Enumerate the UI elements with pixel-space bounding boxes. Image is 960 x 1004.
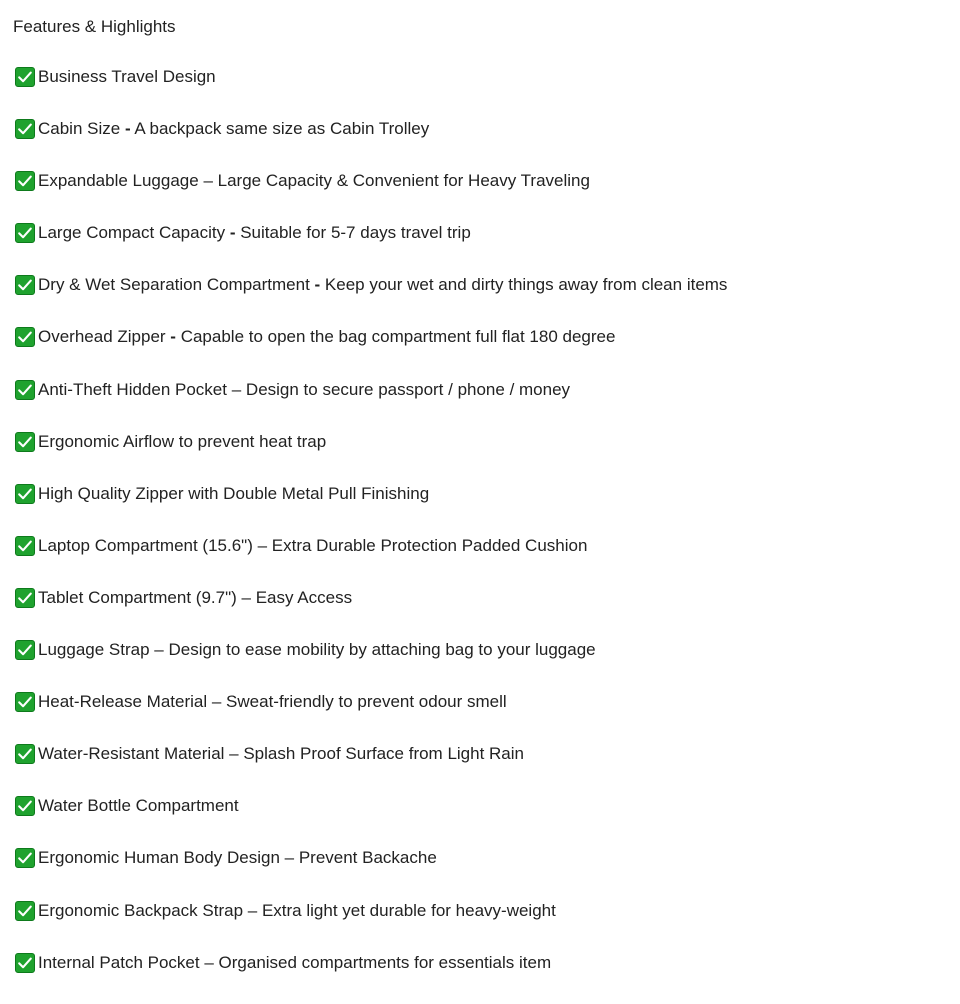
feature-item-16 — [15, 847, 727, 869]
feature-text — [38, 274, 727, 296]
feature-title: Tablet Compartment (9.7") — [38, 587, 242, 607]
feature-title: Large Compact Capacity — [38, 223, 230, 243]
feature-separator: - — [229, 223, 236, 243]
features-list — [15, 66, 727, 1004]
feature-item-14 — [15, 743, 727, 765]
feature-detail: Capable to open the bag compartment full flat 180 degree — [175, 327, 616, 347]
feature-separator: – — [154, 640, 164, 660]
feature-title: High Quality Zipper with Double Metal Pull Finishing — [38, 483, 430, 503]
check-mark-button-icon — [15, 692, 35, 712]
feature-title: Dry & Wet Separation Compartment — [38, 275, 315, 295]
feature-text — [38, 535, 587, 557]
feature-detail: Keep your wet and dirty things away from clean items — [320, 275, 728, 295]
feature-detail: Large Capacity & Convenient for Heavy Traveling — [212, 171, 590, 191]
feature-title: Ergonomic Airflow to prevent heat trap — [38, 431, 327, 451]
feature-text — [38, 118, 429, 140]
feature-detail: Sweat-friendly to prevent odour smell — [221, 692, 507, 712]
feature-separator: – — [203, 171, 213, 191]
feature-detail: Extra Durable Protection Padded Cushion — [267, 535, 588, 555]
check-mark-button-icon — [15, 119, 35, 139]
feature-title: Laptop Compartment (15.6") — [38, 535, 258, 555]
feature-separator: – — [229, 744, 239, 764]
feature-separator: – — [241, 587, 251, 607]
check-mark-button-icon — [15, 327, 35, 347]
feature-text — [38, 326, 615, 348]
check-mark-button-icon — [15, 848, 35, 868]
feature-separator: - — [124, 119, 131, 139]
feature-text — [38, 743, 524, 765]
feature-item-3 — [15, 170, 727, 192]
feature-text — [38, 691, 507, 713]
check-mark-button-icon — [15, 223, 35, 243]
check-mark-button-icon — [15, 484, 35, 504]
check-mark-button-icon — [15, 588, 35, 608]
feature-separator: - — [170, 327, 176, 347]
section-heading: Features & Highlights — [13, 17, 176, 36]
feature-title: Anti-Theft Hidden Pocket — [38, 379, 232, 399]
feature-item-13 — [15, 691, 727, 713]
check-mark-button-icon — [15, 432, 35, 452]
feature-text — [38, 795, 239, 817]
feature-text — [38, 483, 429, 505]
feature-detail: Easy Access — [250, 587, 353, 607]
feature-title: Luggage Strap — [38, 640, 155, 660]
feature-item-5 — [15, 274, 727, 296]
feature-detail: A backpack same size as Cabin Trolley — [130, 119, 430, 139]
feature-item-15 — [15, 795, 727, 817]
check-mark-button-icon — [15, 275, 35, 295]
check-mark-button-icon — [15, 171, 35, 191]
feature-title: Internal Patch Pocket — [38, 952, 205, 972]
feature-text — [38, 952, 551, 974]
feature-separator: – — [204, 952, 214, 972]
check-mark-button-icon — [15, 536, 35, 556]
feature-title: Water Bottle Compartment — [38, 796, 239, 816]
feature-separator: - — [314, 275, 321, 295]
feature-item-17 — [15, 900, 727, 922]
feature-title: Cabin Size — [38, 119, 125, 139]
feature-text — [38, 66, 216, 88]
feature-title: Overhead Zipper — [38, 327, 171, 347]
check-mark-button-icon — [15, 380, 35, 400]
feature-text — [38, 379, 570, 401]
feature-title: Heat-Release Material — [38, 692, 212, 712]
feature-text — [38, 170, 590, 192]
feature-text — [38, 431, 326, 453]
feature-item-6 — [15, 326, 727, 348]
feature-separator: – — [247, 900, 258, 920]
feature-item-8 — [15, 431, 727, 453]
feature-detail: Splash Proof Surface from Light Rain — [238, 744, 524, 764]
feature-item-11 — [15, 587, 727, 609]
feature-separator: – — [257, 535, 268, 555]
feature-title: Water-Resistant Material — [38, 744, 230, 764]
feature-separator: – — [231, 379, 242, 399]
feature-item-7 — [15, 379, 727, 401]
feature-item-9 — [15, 483, 727, 505]
feature-separator: – — [211, 692, 222, 712]
feature-item-10 — [15, 535, 727, 557]
feature-item-18 — [15, 952, 727, 974]
check-mark-button-icon — [15, 796, 35, 816]
feature-title: Ergonomic Backpack Strap — [38, 900, 248, 920]
feature-detail: Extra light yet durable for heavy-weight — [257, 900, 556, 920]
feature-title: Ergonomic Human Body Design — [38, 848, 285, 868]
feature-item-1 — [15, 66, 727, 88]
feature-title: Expandable Luggage — [38, 171, 204, 191]
feature-detail: Prevent Backache — [294, 848, 437, 868]
feature-detail: Design to secure passport / phone / money — [241, 379, 571, 399]
feature-item-4 — [15, 222, 727, 244]
feature-text — [38, 847, 437, 869]
feature-detail: Organised compartments for essentials item — [213, 952, 552, 972]
check-mark-button-icon — [15, 953, 35, 973]
feature-text — [38, 587, 352, 609]
check-mark-button-icon — [15, 67, 35, 87]
check-mark-button-icon — [15, 901, 35, 921]
feature-item-2 — [15, 118, 727, 140]
check-mark-button-icon — [15, 640, 35, 660]
feature-item-12 — [15, 639, 727, 661]
feature-detail: Suitable for 5-7 days travel trip — [235, 223, 471, 243]
feature-text — [38, 222, 471, 244]
feature-text — [38, 639, 596, 661]
feature-text — [38, 900, 556, 922]
feature-detail: Design to ease mobility by attaching bag to your luggage — [163, 640, 596, 660]
check-mark-button-icon — [15, 744, 35, 764]
feature-title: Business Travel Design — [38, 67, 216, 86]
feature-separator: – — [284, 848, 295, 868]
